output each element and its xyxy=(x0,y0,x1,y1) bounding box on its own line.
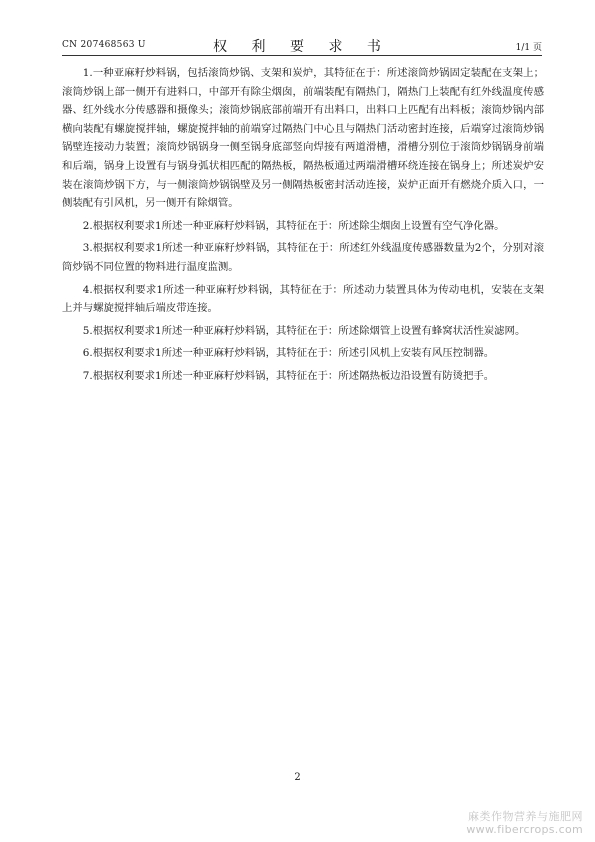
document-title: 权 利 要 求 书 xyxy=(213,39,391,55)
claim-3: 3.根据权利要求1所述一种亚麻籽炒料锅，其特征在于：所述红外线温度传感器数量为2个，分别对滚筒炒锅不同位置的物料进行温度监测。 xyxy=(62,242,544,273)
claim-7: 7.根据权利要求1所述一种亚麻籽炒料锅，其特征在于：所述隔热板边沿设置有防烫把手。 xyxy=(82,369,495,382)
claims-body xyxy=(62,64,544,390)
page-header xyxy=(62,36,542,54)
page-count: 1/1 页 xyxy=(515,43,542,53)
claim-6: 6.根据权利要求1所述一种亚麻籽炒料锅，其特征在于：所述引风机上安装有风压控制器。 xyxy=(82,347,495,360)
claim-5: 5.根据权利要求1所述一种亚麻籽炒料锅，其特征在于：所述除烟管上设置有蜂窝状活性炭滤网。 xyxy=(82,324,526,337)
claim-4: 4.根据权利要求1所述一种亚麻籽炒料锅，其特征在于：所述动力装置具体为传动电机，安装在支架上并与螺旋搅拌轴后端皮带连接。 xyxy=(62,283,544,315)
header-rule xyxy=(62,55,542,56)
watermark-name: 麻类作物营养与施肥网 xyxy=(468,810,583,823)
page-number: 2 xyxy=(294,772,301,783)
claim-1: 1.一种亚麻籽炒料锅，包括滚筒炒锅、支架和炭炉，其特征在于：所述滚筒炒锅固定装配在支架上；滚筒炒锅上部一侧开有进料口，中部开有除尘烟囱，前端装配有隔热门，隔热门上装配有红外线温度传感器、红外线水分传感器和摄像头；滚筒炒锅底部前端开有出料口，出料口上匹配有出料板；滚筒炒锅内部横向装配有螺旋搅拌轴，螺旋搅拌轴的前端穿过隔热门中心且与隔热门活动密封连接，后端穿过滚筒炒锅锅壁连接动力装置；滚筒炒锅锅身一侧至锅身底部竖向焊接有两道滑槽，滑槽分别位于滚筒炒锅锅身前端和后端，锅身上设置有与锅身弧状相匹配的隔热板，隔热板通过两端滑槽环绕连接在锅身上；所述炭炉安装在滚筒炒锅下方，与一侧滚筒炒锅锅壁及另一侧隔热板密封活动连接，炭炉正面开有燃烧介质入口，一侧装配有引风机，另一侧开有除烟管。 xyxy=(62,67,544,210)
document-number: CN 207468563 U xyxy=(62,40,146,50)
site-watermark xyxy=(466,810,583,836)
claim-2: 2.根据权利要求1所述一种亚麻籽炒料锅，其特征在于：所述除尘烟囱上设置有空气净化器。 xyxy=(82,219,505,232)
watermark-url: www.fibercrops.com xyxy=(466,823,583,836)
